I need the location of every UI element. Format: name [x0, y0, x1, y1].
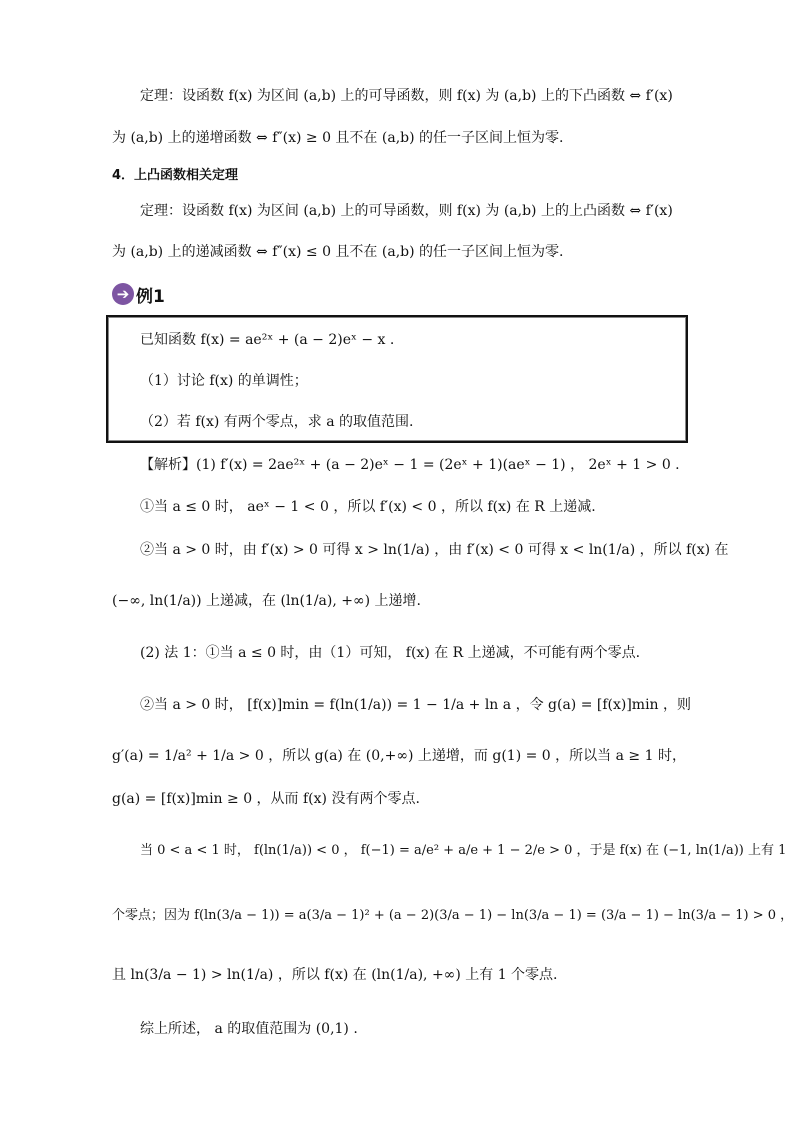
solution-line: 且 ln(3/a − 1) > ln(1/a) ，所以 f(x) 在 (ln(1/a), +∞) 上有 1 个零点. [112, 967, 558, 983]
solution-line: g(a) = [f(x)]min ≥ 0 ，从而 f(x) 没有两个零点. [112, 791, 420, 807]
example-title: 例1 [136, 286, 165, 307]
solution-line: (−∞, ln(1/a)) 上递减，在 (ln(1/a), +∞) 上递增. [112, 593, 422, 609]
problem-statement: 已知函数 f(x) = ae²ˣ + (a − 2)eˣ − x . [140, 332, 395, 348]
section-4-title: 4．上凸函数相关定理 [112, 168, 239, 183]
solution-line: 个零点；因为 f(ln(3/a − 1)) = a(3/a − 1)² + (a − 2)(3/a − 1) − ln(3/a − 1) = (3/a − 1) − ln(3/a − 1) > 0 ， [112, 908, 794, 923]
theorem-convex-line1: 定理：设函数 f(x) 为区间 (a,b) 上的可导函数，则 f(x) 为 (a,b) 上的下凸函数 ⇔ f′(x) [140, 88, 673, 104]
solution-line: g′(a) = 1/a² + 1/a > 0 ，所以 g(a) 在 (0,+∞) 上递增，而 g(1) = 0 ，所以当 a ≥ 1 时， [112, 748, 686, 764]
theorem-concave-line2: 为 (a,b) 上的递减函数 ⇔ f″(x) ≤ 0 且不在 (a,b) 的任一子区间上恒为零. [112, 244, 564, 260]
solution-line: ②当 a > 0 时， [f(x)]min = f(ln(1/a)) = 1 − 1/a + ln a ，令 g(a) = [f(x)]min ，则 [140, 697, 692, 713]
solution-line: 当 0 < a < 1 时， f(ln(1/a)) < 0 ， f(−1) = a/e² + a/e + 1 − 2/e > 0 ，于是 f(x) 在 (−1, ln(1/a)) 上有 1 [140, 843, 787, 858]
solution-line: ①当 a ≤ 0 时， aeˣ − 1 < 0 ，所以 f′(x) < 0 ，所以 f(x) 在 R 上递减. [140, 499, 596, 515]
theorem-convex-line2: 为 (a,b) 上的递增函数 ⇔ f″(x) ≥ 0 且不在 (a,b) 的任一子区间上恒为零. [112, 130, 564, 146]
solution-line: 【解析】(1) f′(x) = 2ae²ˣ + (a − 2)eˣ − 1 = (2eˣ + 1)(aeˣ − 1) ， 2eˣ + 1 > 0 . [140, 457, 680, 473]
example-header [112, 279, 165, 309]
problem-part-2: （2）若 f(x) 有两个零点，求 a 的取值范围. [140, 414, 414, 430]
arrow-right-icon: ➔ [112, 283, 134, 305]
theorem-concave-line1: 定理：设函数 f(x) 为区间 (a,b) 上的可导函数，则 f(x) 为 (a,b) 上的上凸函数 ⇔ f′(x) [140, 203, 673, 219]
problem-part-1: （1）讨论 f(x) 的单调性； [140, 373, 308, 389]
solution-line: (2) 法 1：①当 a ≤ 0 时，由（1）可知， f(x) 在 R 上递减，不可能有两个零点. [140, 645, 641, 661]
solution-conclusion: 综上所述， a 的取值范围为 (0,1) . [140, 1021, 358, 1037]
problem-box [106, 315, 688, 443]
solution-line: ②当 a > 0 时，由 f′(x) > 0 可得 x > ln(1/a) ，由 f′(x) < 0 可得 x < ln(1/a) ，所以 f(x) 在 [140, 542, 729, 558]
